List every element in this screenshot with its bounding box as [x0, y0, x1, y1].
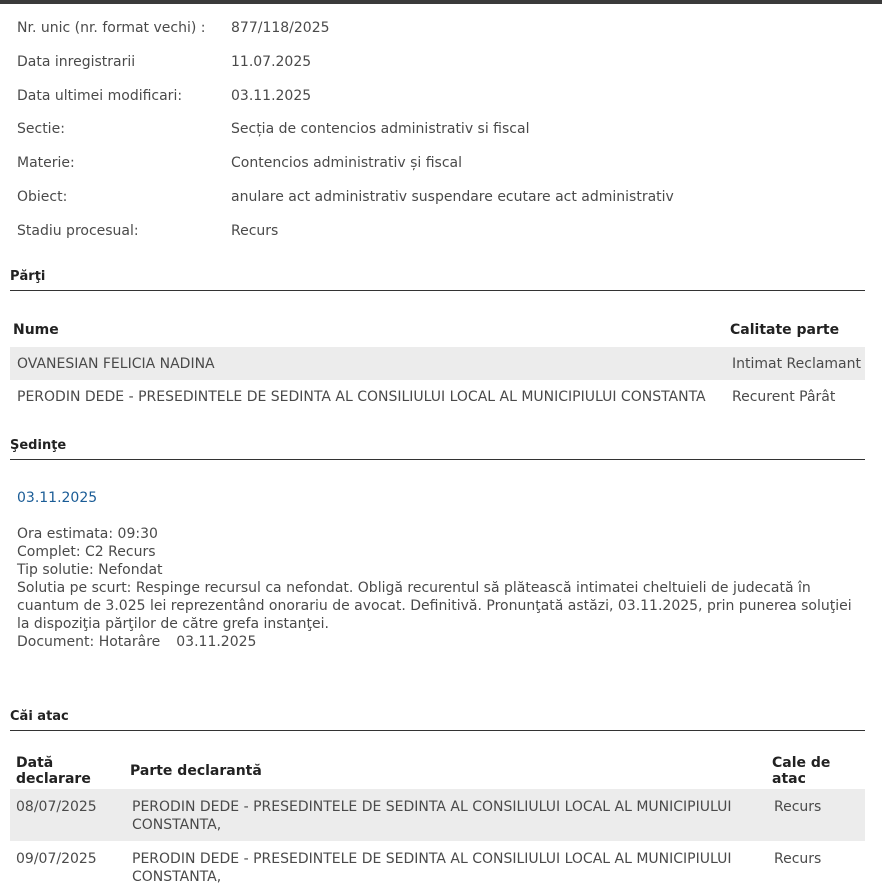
- table-row: [10, 789, 865, 841]
- info-value: 877/118/2025: [231, 20, 330, 36]
- atac-date: 09/07/2025: [16, 851, 97, 867]
- atac-party: PERODIN DEDE - PRESEDINTELE DE SEDINTA AL CONSILIULUI LOCAL AL MUNICIPIULUI CONSTANTA,: [132, 799, 732, 833]
- parti-table: [10, 313, 865, 413]
- info-row-nr-unic: [17, 19, 867, 53]
- info-value: Recurs: [231, 222, 279, 239]
- info-row-data-inregistrarii: [17, 53, 867, 87]
- header-cale-de-atac: Cale de atac: [772, 755, 831, 787]
- parti-table-header: [10, 313, 865, 347]
- sedinta-tip-solutie: Tip solutie: Nefondat: [17, 562, 163, 578]
- info-value: 03.11.2025: [231, 87, 312, 104]
- info-label: Obiect:: [17, 188, 68, 205]
- header-data-declarare: Dată declarare: [16, 755, 91, 787]
- info-value: Secția de contencios administrativ si fiscal: [231, 121, 530, 138]
- document-label: Document: Hotarâre: [17, 634, 161, 650]
- top-bar: [0, 0, 882, 4]
- table-row: [10, 380, 865, 413]
- party-name: PERODIN DEDE - PRESEDINTELE DE SEDINTA AL CONSILIULUI LOCAL AL MUNICIPIULUI CONSTANTA: [17, 388, 706, 405]
- info-row-sectie: [17, 120, 867, 154]
- info-label: Sectie:: [17, 121, 65, 138]
- info-row-stadiu: [17, 222, 867, 256]
- info-label: Materie:: [17, 155, 75, 172]
- sedinta-solutia: Solutia pe scurt: Respinge recursul ca nefondat. Obligă recurentul să plătească intimatei cheltuieli de judecată în cuantum de 3.025 lei reprezentând onorariu de avocat. Definitivă. Pronunţată astăzi, 03.11.2025, prin punerea soluţiei la dispoziţia părţilor de către grefa instanţei.: [17, 580, 852, 632]
- sedinta-date-link[interactable]: 03.11.2025: [17, 490, 98, 506]
- atac-type: Recurs: [774, 851, 822, 867]
- document-date: 03.11.2025: [176, 634, 257, 650]
- info-row-obiect: [17, 188, 867, 222]
- section-title-sedinte: Şedinţe: [10, 438, 865, 460]
- info-label: Data inregistrarii: [17, 53, 136, 70]
- atac-type: Recurs: [774, 799, 822, 815]
- sedinta-complet: Complet: C2 Recurs: [17, 544, 156, 560]
- party-role: Intimat Reclamant: [732, 355, 861, 372]
- party-role: Recurent Pârât: [732, 388, 836, 405]
- atac-party: PERODIN DEDE - PRESEDINTELE DE SEDINTA AL CONSILIULUI LOCAL AL MUNICIPIULUI CONSTANTA,: [132, 851, 732, 885]
- info-row-data-modificari: [17, 87, 867, 121]
- table-row: [10, 347, 865, 380]
- info-label: Stadiu procesual:: [17, 222, 139, 239]
- info-value: anulare act administrativ suspendare ecutare act administrativ: [231, 188, 674, 205]
- table-row: [10, 841, 865, 887]
- atac-date: 08/07/2025: [16, 799, 97, 815]
- info-label: Nr. unic (nr. format vechi) :: [17, 20, 206, 36]
- sedinta-details: [17, 525, 862, 651]
- info-value: Contencios administrativ și fiscal: [231, 155, 462, 172]
- sedinta-document: [17, 633, 862, 651]
- header-nume: Nume: [13, 322, 59, 338]
- section-title-parti: Părţi: [10, 269, 865, 291]
- info-label: Data ultimei modificari:: [17, 87, 183, 104]
- header-calitate: Calitate parte: [730, 322, 840, 338]
- cai-atac-table-header: [10, 753, 865, 789]
- section-title-cai-atac: Căi atac: [10, 709, 865, 731]
- case-info: [17, 19, 867, 256]
- cai-atac-table: [10, 753, 865, 887]
- party-name: OVANESIAN FELICIA NADINA: [17, 355, 215, 372]
- info-value: 11.07.2025: [231, 53, 312, 70]
- header-parte-declaranta: Parte declarantă: [130, 763, 262, 779]
- sedinta-ora: Ora estimata: 09:30: [17, 526, 158, 542]
- info-row-materie: [17, 154, 867, 188]
